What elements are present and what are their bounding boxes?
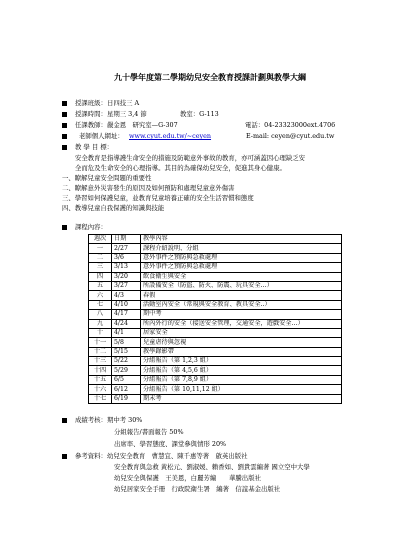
content-cell: 教學錄影帶: [141, 347, 342, 356]
grading-attendance: 出席率、學習態度、課堂參與情形 20%: [114, 440, 227, 448]
content-cell: 期中考: [141, 310, 342, 319]
date-cell: 4/24: [112, 319, 141, 328]
bullet-icon: [62, 145, 67, 150]
week-cell: 十六: [89, 385, 112, 394]
time-info: 授課時間：星期三 3,4 節: [75, 110, 147, 118]
bullet-icon: [62, 454, 67, 459]
date-cell: 5/29: [112, 366, 141, 375]
table-row: [89, 394, 342, 403]
goal-item: 二、瞭解意外災害發生的原因及如何預防和處理兒童意外傷害: [62, 184, 235, 192]
week-cell: 二: [89, 253, 112, 262]
reference-item: 安全教育與急救 黃松元、劉淑媛、賴香如、劉貴雲編著 國立空中大學: [114, 463, 310, 471]
date-cell: 5/8: [112, 338, 141, 347]
content-cell: 意外事件之預防與急救處理: [141, 263, 342, 272]
date-cell: 4/17: [112, 310, 141, 319]
reference-item: 幼兒安全與保護 王美恩，白麗芳編 華騰出版社: [114, 474, 261, 482]
content-cell: 意外事件之預防與急救處理: [141, 253, 342, 262]
table-row: [89, 338, 342, 347]
week-cell: 十七: [89, 394, 112, 403]
week-cell: 十五: [89, 375, 112, 384]
header-date: 日期: [112, 235, 141, 244]
teacher-info: 任課教師：嚴金恩 研究室—G-307: [75, 121, 178, 129]
bullet-icon: [62, 225, 67, 230]
date-cell: 4/10: [112, 300, 141, 309]
grading-midterm: 成績考核：期中考 30%: [75, 416, 143, 424]
week-cell: 五: [89, 281, 112, 290]
week-cell: 一: [89, 244, 112, 253]
content-cell: 分組報告（第 10,11,12 組）: [141, 385, 342, 394]
header-week: 週次: [89, 235, 112, 244]
phone-info: 電話：04-23323000ext.4706: [245, 121, 336, 129]
content-cell: 所內外行的安全（接送安全管理，交通安全，遊戲安全…）: [141, 319, 342, 328]
goals-heading: 教 學 目 標：: [75, 143, 114, 151]
table-row: [89, 281, 342, 290]
table-row: [89, 310, 342, 319]
date-cell: 6/5: [112, 375, 141, 384]
content-cell: 課程介紹說明、分組: [141, 244, 342, 253]
date-cell: 5/15: [112, 347, 141, 356]
week-cell: 六: [89, 291, 112, 300]
header-content: 教學內容: [141, 235, 342, 244]
table-row: [89, 319, 342, 328]
bullet-icon: [62, 123, 67, 128]
table-row: [89, 300, 342, 309]
week-cell: 四: [89, 272, 112, 281]
content-cell: 春假: [141, 291, 342, 300]
date-cell: 5/22: [112, 357, 141, 366]
web-label: 老師個人網址：: [79, 132, 124, 140]
schedule-heading: 課程內容：: [75, 223, 107, 231]
bullet-icon: [62, 112, 67, 117]
table-row: [89, 347, 342, 356]
goals-intro-line2: 全而危及生命安全的心理指導。其目的為確保幼兒安全，促進其身心健康。: [75, 164, 286, 172]
goal-item: 三、學習如何保護兒童，並教育兒童培養正確的安全生活習慣和態度: [62, 194, 254, 202]
reference-item: 幼兒居家安全手冊 行政院衛生署 編著 信誼基金出版社: [114, 485, 281, 493]
date-cell: 3/6: [112, 253, 141, 262]
content-cell: 分組報告（第 1,2,3 組）: [141, 357, 342, 366]
week-cell: 十: [89, 328, 112, 337]
week-cell: 九: [89, 319, 112, 328]
date-cell: 4/3: [112, 291, 141, 300]
date-cell: 3/27: [112, 281, 141, 290]
bullet-icon: [62, 101, 67, 106]
date-cell: 2/27: [112, 244, 141, 253]
date-cell: 3/13: [112, 263, 141, 272]
bullet-icon: [62, 134, 67, 139]
grading-report: 分組報告/書面報告 50%: [114, 428, 184, 436]
page-title: 九十學年度第二學期幼兒安全教育授課計劃與教學大綱: [114, 72, 306, 82]
week-cell: 十二: [89, 347, 112, 356]
table-row: [89, 244, 342, 253]
week-cell: 十一: [89, 338, 112, 347]
date-cell: 4/1: [112, 328, 141, 337]
schedule-table: [88, 234, 342, 404]
content-cell: 兒童虐待與忽視: [141, 338, 342, 347]
week-cell: 三: [89, 263, 112, 272]
date-cell: 3/20: [112, 272, 141, 281]
week-cell: 十三: [89, 357, 112, 366]
content-cell: 飲食衛生與安全: [141, 272, 342, 281]
table-row: [89, 263, 342, 272]
week-cell: 八: [89, 310, 112, 319]
content-cell: 分組報告（第 4,5,6 組）: [141, 366, 342, 375]
content-cell: 所設備安全（防盜、防火、防震、玩具安全…）: [141, 281, 342, 290]
table-row: [89, 385, 342, 394]
table-row: [89, 328, 342, 337]
content-cell: 居家安全: [141, 328, 342, 337]
content-cell: 期末考: [141, 394, 342, 403]
email-info: E-mail: ceyen@cyut.edu.tw: [246, 132, 335, 140]
week-cell: 十四: [89, 366, 112, 375]
table-row: [89, 291, 342, 300]
table-row: [89, 272, 342, 281]
goal-item: 一、瞭解兒童安全問題的重要性: [62, 174, 152, 182]
table-row: [89, 357, 342, 366]
teacher-website-link[interactable]: www.cyut.edu.tw/~ceyen: [129, 132, 212, 140]
content-cell: 分組報告（第 7,8,9 組）: [141, 375, 342, 384]
week-cell: 七: [89, 300, 112, 309]
date-cell: 6/12: [112, 385, 141, 394]
date-cell: 6/19: [112, 394, 141, 403]
table-row: [89, 253, 342, 262]
table-row: [89, 375, 342, 384]
goals-intro-line1: 安全教育是指導護生命安全的措施及防範意外事故的教育，亦可涵蓋因心理缺乏安: [75, 154, 306, 162]
content-cell: 活動室內安全（常規與安全教育、教具安全..）: [141, 300, 342, 309]
class-info: 授課班級：日四技三 A: [75, 99, 140, 107]
room-info: 教室：G-113: [180, 110, 219, 118]
bullet-icon: [62, 418, 67, 423]
table-header-row: [89, 235, 342, 244]
table-row: [89, 366, 342, 375]
goal-item: 四、教導兒童自我保護的知識與技能: [62, 204, 165, 212]
reference-item: 參考資料：幼兒安全教育 曹慧宜、陳千惠等著 啟英出版社: [75, 452, 248, 460]
